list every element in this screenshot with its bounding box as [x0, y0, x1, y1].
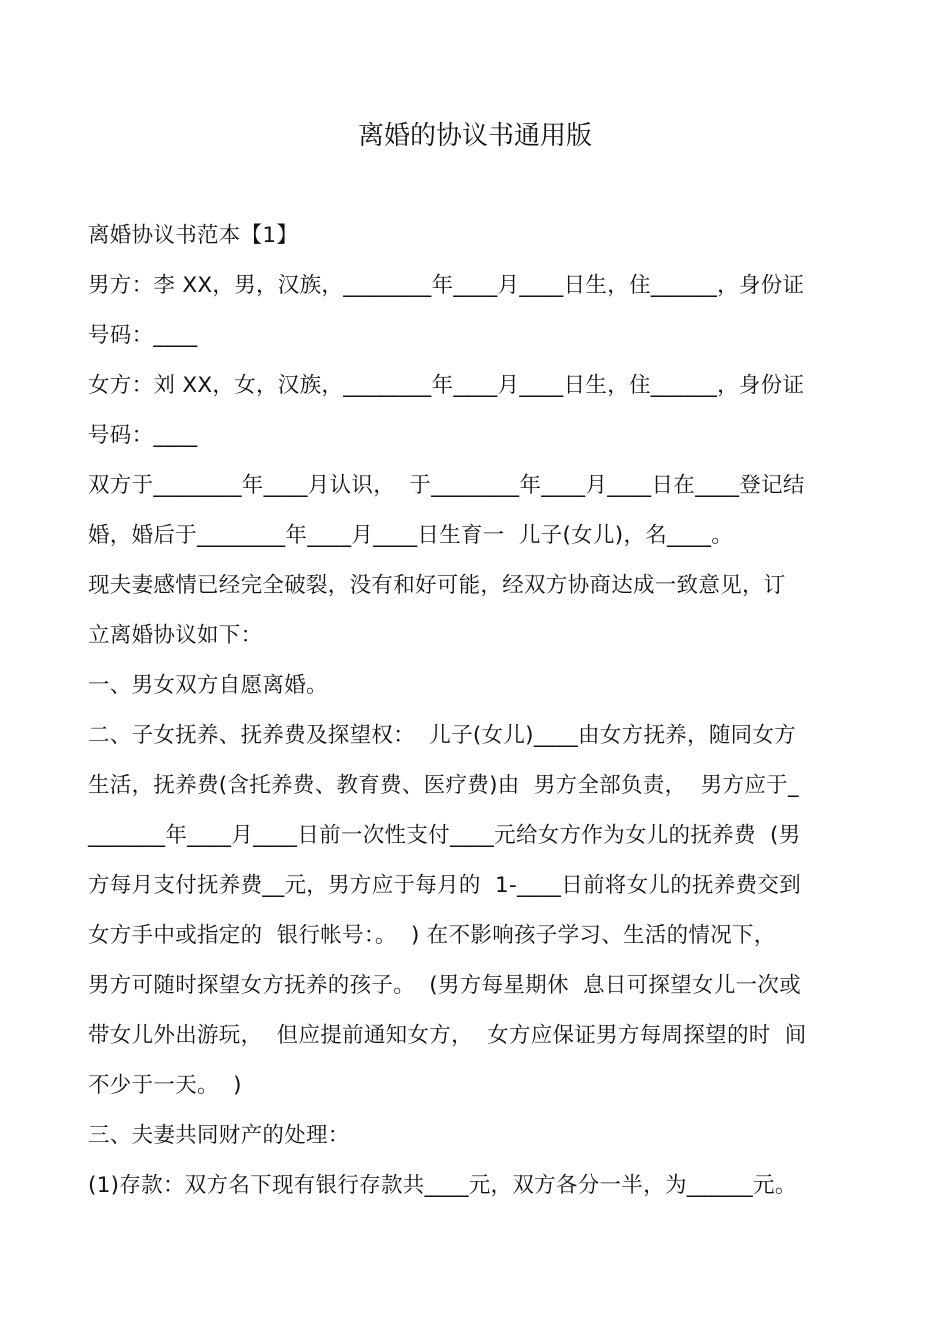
document-body — [88, 211, 864, 1211]
text-line: 立离婚协议如下： — [88, 623, 263, 648]
text-line: 号码：____ — [88, 323, 198, 348]
text-line: 男方可随时探望女方抚养的孩子。 (男方每星期休 息日可探望女儿一次或 — [88, 973, 802, 998]
text-line: 女方手中或指定的 银行帐号：。 ) 在不影响孩子学习、生活的情况下， — [88, 923, 776, 948]
text-line: 男方：李 XX，男，汉族，________年____月____日生，住______，身份证 — [88, 273, 805, 298]
text-line: 不少于一天。 ) — [88, 1073, 242, 1098]
text-line: 号码：____ — [88, 423, 198, 448]
text-line: 现夫妻感情已经完全破裂，没有和好可能，经双方协商达成一致意见，订 — [88, 573, 786, 598]
clause-heading: 三、夫妻共同财产的处理： — [88, 1123, 350, 1148]
clause-heading: 一、男女双方自愿离婚。 — [88, 673, 328, 698]
text-line: 婚，婚后于________年____月____日生育一 儿子(女儿)，名____。 — [88, 523, 734, 548]
clause-heading: 二、子女抚养、抚养费及探望权： 儿子(女儿)____由女方抚养，随同女方 — [88, 723, 797, 748]
text-line: (1)存款：双方名下现有银行存款共____元，双方各分一半，为______元。 — [88, 1173, 797, 1198]
text-line: 带女儿外出游玩， 但应提前通知女方， 女方应保证男方每周探望的时 间 — [88, 1023, 807, 1048]
text-line: 生活，抚养费(含托养费、教育费、医疗费)由 男方全部负责， 男方应于_ — [88, 773, 799, 798]
text-line: 女方：刘 XX，女，汉族，________年____月____日生，住______，身份证 — [88, 373, 805, 398]
text-line: 双方于________年____月认识， 于________年____月____日在____登记结 — [88, 473, 805, 498]
document-title: 离婚的协议书通用版 — [357, 121, 592, 151]
text-line: _______年____月____日前一次性支付____元给女方作为女儿的抚养费 (男 — [88, 823, 801, 848]
text-line: 方每月支付抚养费__元，男方应于每月的 1-____日前将女儿的抚养费交到 — [88, 873, 802, 898]
section-heading: 离婚协议书范本【1】 — [88, 223, 299, 248]
